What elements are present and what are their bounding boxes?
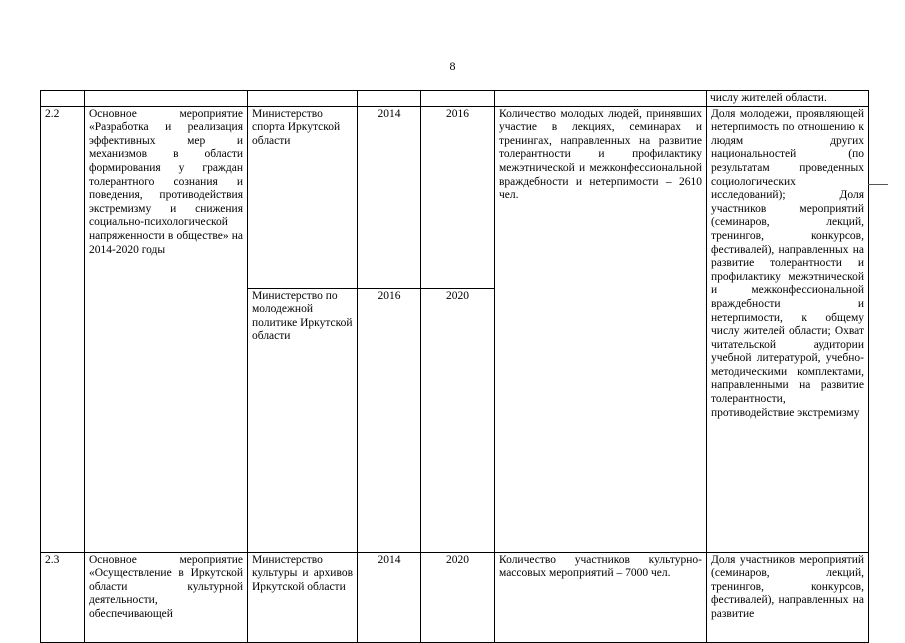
row-number-cell: 2.3 — [41, 552, 85, 642]
executor-cell: Министерство по молодежной политике Иркутской области — [248, 288, 358, 552]
start-year-cell: 2014 — [358, 552, 421, 642]
event-cell: Основное мероприятие «Осуществление в Иркутской области культурной деятельности, обеспечивающей — [85, 552, 248, 642]
start-year-cell — [358, 91, 421, 107]
table-row — [41, 552, 869, 642]
end-year-cell: 2020 — [421, 288, 495, 552]
indicator-cell: Доля участников мероприятий (семинаров, лекций, тренингов, конкурсов, фестивалей), направленных на развитие — [707, 552, 869, 642]
row-number-cell — [41, 91, 85, 107]
executor-cell: Министерство спорта Иркутской области — [248, 106, 358, 288]
table-row — [41, 91, 869, 107]
start-year-cell: 2016 — [358, 288, 421, 552]
result-cell: Количество участников культурно-массовых мероприятий – 7000 чел. — [495, 552, 707, 642]
end-year-cell — [421, 91, 495, 107]
row-number-cell: 2.2 — [41, 106, 85, 552]
end-year-cell: 2020 — [421, 552, 495, 642]
result-cell: Количество молодых людей, принявших участие в лекциях, семинарах и тренингах, направленных на развитие толерантности и профилактику межэтнической и межконфессиональной враждебности и нетерпимости – 2610 чел. — [495, 106, 707, 552]
table-row — [41, 106, 869, 288]
program-table — [40, 90, 869, 643]
executor-cell — [248, 91, 358, 107]
end-year-cell: 2016 — [421, 106, 495, 288]
indicator-cell: Доля молодежи, проявляющей нетерпимость по отношению к людям других национальностей (по результатам проведенных социологических исследований); Доля участников мероприятий (семинаров, лекций, тренингов, конкурсов, фестивалей), направленных на развитие толерантности и профилактику межэтнической и межконфессиональной враждебности и нетерпимости, к общему числу жителей области; Охват читательской аудитории учебной литературой, учебно-методическими комплектами, направленными на развитие толерантности, противодействие экстремизму — [707, 106, 869, 552]
event-cell — [85, 91, 248, 107]
event-cell: Основное мероприятие «Разработка и реализация эффективных мер и механизмов в области формирования у граждан толерантного сознания и поведения, противодействия экстремизму и снижения социально-психологической напряженности в обществе» на 2014-2020 годы — [85, 106, 248, 552]
page-number: 8 — [449, 59, 456, 73]
executor-cell: Министерство культуры и архивов Иркутской области — [248, 552, 358, 642]
result-cell — [495, 91, 707, 107]
indicator-cell: числу жителей области. — [707, 91, 869, 107]
margin-line — [868, 184, 888, 185]
start-year-cell: 2014 — [358, 106, 421, 288]
